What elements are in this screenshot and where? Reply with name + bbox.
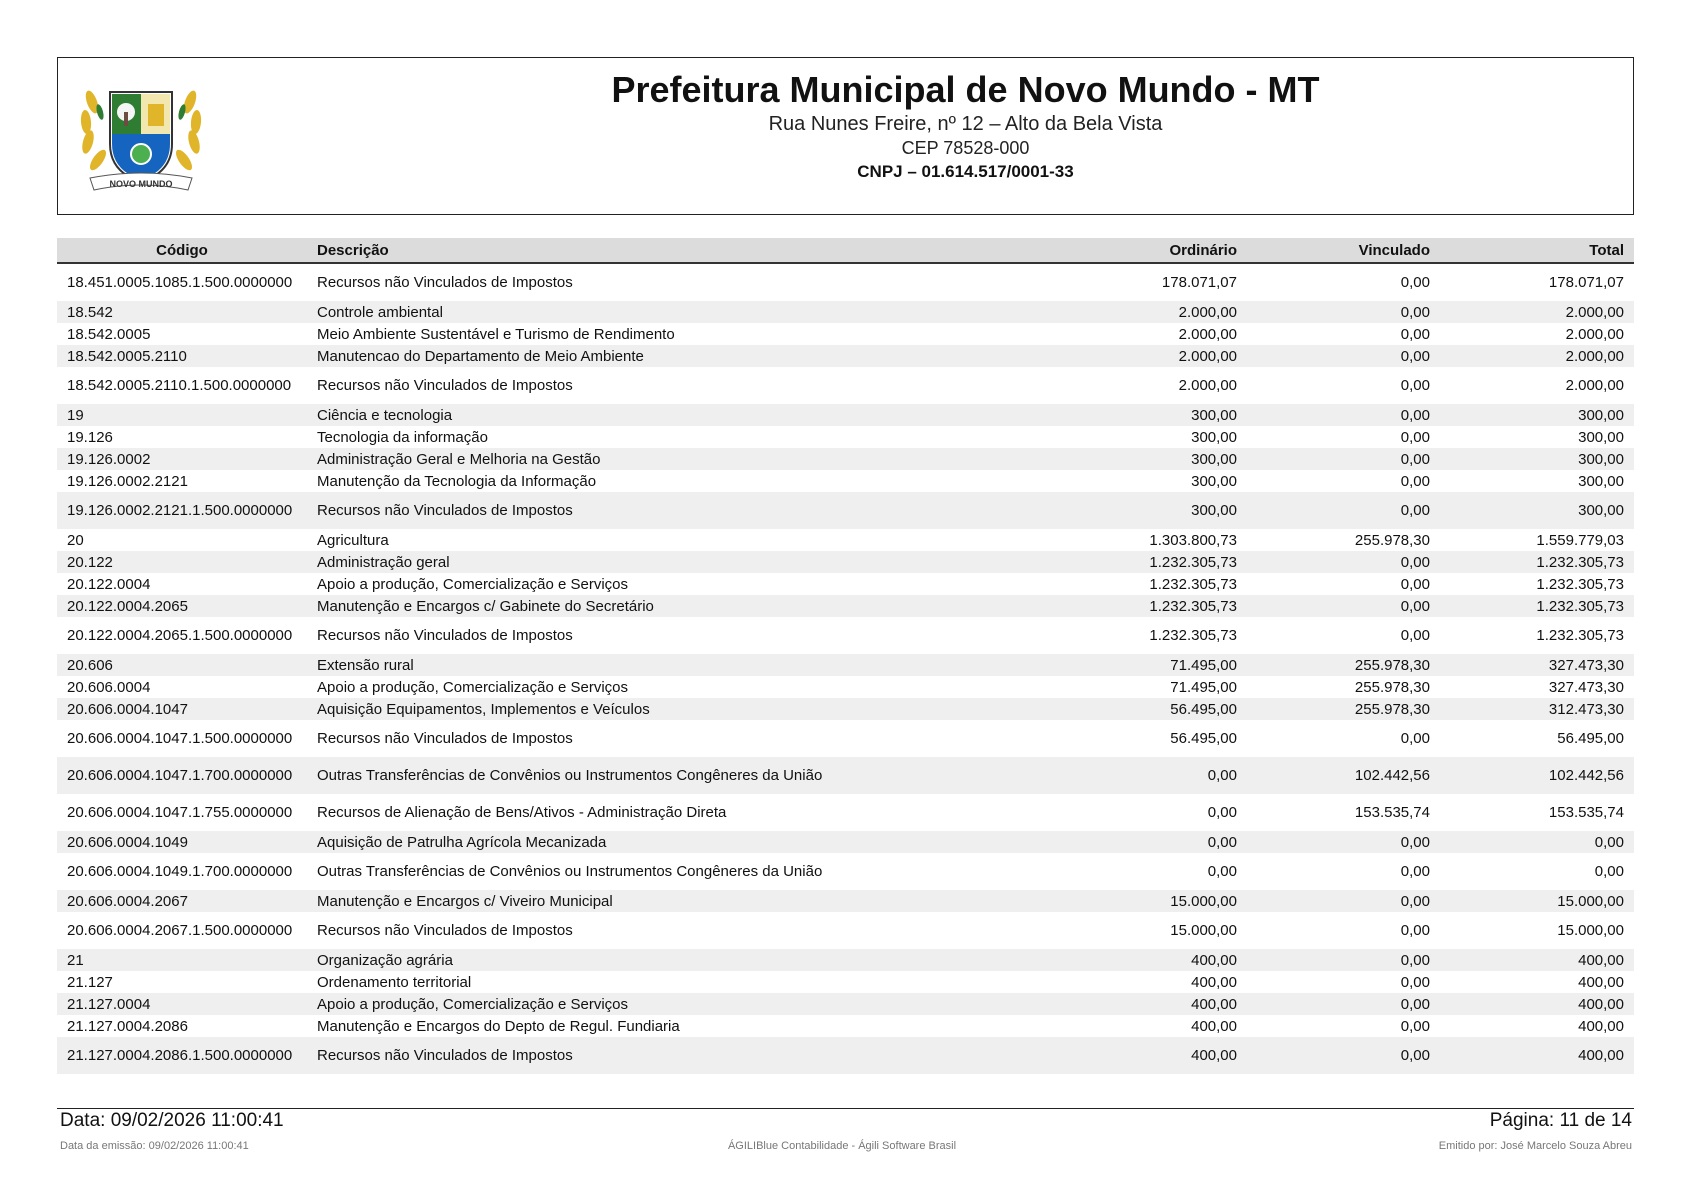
cell-description: Manutenção da Tecnologia da Informação: [317, 472, 597, 490]
cell-description: Meio Ambiente Sustentável e Turismo de Rendimento: [317, 325, 675, 343]
cell-code: 20.606.0004.1049: [57, 831, 307, 853]
cell-vinculado: 255.978,30: [1247, 698, 1440, 720]
cell-total: 300,00: [1578, 428, 1624, 446]
table-row: [57, 617, 1634, 654]
cell-ordinario: 300,00: [1047, 492, 1247, 529]
cell-total: 400,00: [1578, 973, 1624, 991]
cell-vinculado: 0,00: [1247, 404, 1440, 426]
cell-description: Apoio a produção, Comercialização e Serviços: [307, 993, 1047, 1015]
cell-vinculado: 0,00: [1247, 551, 1440, 573]
cell-ordinario: 1.303.800,73: [1149, 531, 1237, 549]
cell-description: Manutenção e Encargos c/ Viveiro Municipal: [307, 890, 1047, 912]
table-row: [57, 1037, 1634, 1074]
cell-code: 21: [57, 949, 307, 971]
cell-vinculado: 0,00: [1247, 492, 1440, 529]
cell-ordinario: 56.495,00: [1170, 730, 1237, 747]
cell-vinculado: 255.978,30: [1354, 531, 1430, 549]
cell-ordinario: 0,00: [1047, 757, 1247, 794]
logo-ribbon-text: NOVO MUNDO: [109, 179, 173, 189]
table-row: [57, 794, 1634, 831]
cell-ordinario: 300,00: [1191, 428, 1237, 446]
cell-total: 312.473,30: [1440, 698, 1634, 720]
cell-code: 20.606.0004.1047.1.500.0000000: [67, 730, 293, 747]
cell-description: Recursos de Alienação de Bens/Ativos - Administração Direta: [317, 804, 727, 821]
cell-code: 18.542.0005: [67, 325, 151, 343]
cell-total: 2.000,00: [1440, 345, 1634, 367]
cell-description: Manutencao do Departamento de Meio Ambiente: [307, 345, 1047, 367]
cell-ordinario: 0,00: [1047, 831, 1247, 853]
report-header: [57, 57, 1634, 215]
org-cep: CEP 78528-000: [901, 138, 1030, 158]
cell-description: Outras Transferências de Convênios ou Instrumentos Congêneres da União: [317, 863, 823, 880]
column-header-total: Total: [1440, 238, 1634, 263]
cell-code: 19.126: [67, 428, 113, 446]
cell-ordinario: 15.000,00: [1170, 922, 1237, 939]
cell-ordinario: 300,00: [1191, 472, 1237, 490]
cell-ordinario: 400,00: [1047, 1037, 1247, 1074]
cell-ordinario: 2.000,00: [1047, 345, 1247, 367]
cell-ordinario: 400,00: [1047, 949, 1247, 971]
cell-description: Administração Geral e Melhoria na Gestão: [307, 448, 1047, 470]
table-row: [57, 367, 1634, 404]
table-row: [57, 676, 1634, 698]
cell-code: 20.606.0004: [67, 678, 151, 696]
cell-ordinario: 15.000,00: [1047, 890, 1247, 912]
cell-vinculado: 0,00: [1400, 377, 1430, 394]
table-row: [57, 595, 1634, 617]
cell-ordinario: 0,00: [1207, 863, 1237, 880]
org-cnpj: CNPJ – 01.614.517/0001-33: [857, 162, 1074, 181]
table-row: [57, 831, 1634, 853]
table-row: [57, 757, 1634, 794]
cell-total: 1.232.305,73: [1536, 627, 1624, 644]
cell-total: 15.000,00: [1557, 922, 1624, 939]
cell-code: 20.606.0004.2067: [57, 890, 307, 912]
table-row: [57, 301, 1634, 323]
table-row: [57, 993, 1634, 1015]
table-row: [57, 720, 1634, 757]
cell-description: Recursos não Vinculados de Impostos: [317, 922, 573, 939]
table-row: [57, 551, 1634, 573]
cell-description: Recursos não Vinculados de Impostos: [307, 492, 1047, 529]
cell-ordinario: 178.071,07: [1161, 274, 1237, 291]
table-row: [57, 492, 1634, 529]
cell-ordinario: 71.495,00: [1047, 654, 1247, 676]
footer-emission-date: Data da emissão: 09/02/2026 11:00:41: [60, 1140, 249, 1152]
cell-total: 400,00: [1440, 1037, 1634, 1074]
cell-total: 178.071,07: [1548, 274, 1624, 291]
table-row: [57, 529, 1634, 551]
cell-total: 1.232.305,73: [1440, 551, 1634, 573]
cell-total: 300,00: [1440, 404, 1634, 426]
cell-ordinario: 56.495,00: [1047, 698, 1247, 720]
cell-total: 400,00: [1440, 993, 1634, 1015]
cell-code: 21.127.0004.2086.1.500.0000000: [57, 1037, 307, 1074]
cell-vinculado: 0,00: [1247, 949, 1440, 971]
cell-description: Ordenamento territorial: [317, 973, 472, 991]
cell-total: 15.000,00: [1440, 890, 1634, 912]
cell-description: Agricultura: [317, 531, 389, 549]
cell-description: Controle ambiental: [307, 301, 1047, 323]
cell-vinculado: 0,00: [1247, 831, 1440, 853]
table-row: [57, 949, 1634, 971]
cell-code: 21.127: [67, 973, 113, 991]
cell-code: 19.126.0002.2121.1.500.0000000: [57, 492, 307, 529]
cell-description: Recursos não Vinculados de Impostos: [317, 730, 573, 747]
cell-vinculado: 0,00: [1400, 1017, 1430, 1035]
column-header-vinculado: Vinculado: [1247, 238, 1440, 263]
header-text-block: [358, 68, 1573, 185]
table-row: [57, 345, 1634, 367]
cell-ordinario: 1.232.305,73: [1047, 551, 1247, 573]
cell-ordinario: 0,00: [1207, 804, 1237, 821]
table-row: [57, 448, 1634, 470]
cell-total: 1.559.779,03: [1536, 531, 1624, 549]
cell-description: Recursos não Vinculados de Impostos: [317, 377, 573, 394]
table-row: [57, 853, 1634, 890]
table-header: [57, 238, 1634, 263]
table-row: [57, 573, 1634, 595]
cell-code: 20.606.0004.2067.1.500.0000000: [67, 922, 293, 939]
cell-code: 19.126.0002: [57, 448, 307, 470]
cell-vinculado: 0,00: [1400, 274, 1430, 291]
cell-ordinario: 2.000,00: [1178, 325, 1237, 343]
cell-total: 2.000,00: [1565, 325, 1624, 343]
cell-total: 0,00: [1594, 863, 1624, 880]
cell-code: 20.606.0004.1047.1.700.0000000: [57, 757, 307, 794]
cell-total: 327.473,30: [1548, 678, 1624, 696]
cell-ordinario: 300,00: [1047, 448, 1247, 470]
budget-report-table: [57, 238, 1634, 1074]
cell-description: Recursos não Vinculados de Impostos: [307, 1037, 1047, 1074]
cell-ordinario: 300,00: [1047, 404, 1247, 426]
cell-code: 20.122.0004.2065.1.500.0000000: [67, 627, 293, 644]
table-row: [57, 470, 1634, 492]
cell-code: 20.122.0004: [67, 575, 151, 593]
table-row: [57, 912, 1634, 949]
cell-description: Recursos não Vinculados de Impostos: [317, 627, 573, 644]
cell-description: Organização agrária: [307, 949, 1047, 971]
cell-vinculado: 153.535,74: [1354, 804, 1430, 821]
footer-software: ÁGILIBlue Contabilidade - Ágili Software Brasil: [727, 1140, 957, 1152]
cell-vinculado: 255.978,30: [1354, 678, 1430, 696]
cell-ordinario: 400,00: [1191, 1017, 1237, 1035]
table-row: [57, 698, 1634, 720]
cell-code: 18.451.0005.1085.1.500.0000000: [67, 274, 293, 291]
cell-vinculado: 102.442,56: [1247, 757, 1440, 794]
cell-description: Apoio a produção, Comercialização e Serviços: [317, 575, 628, 593]
cell-ordinario: 71.495,00: [1170, 678, 1237, 696]
cell-ordinario: 2.000,00: [1047, 301, 1247, 323]
cell-ordinario: 1.232.305,73: [1149, 575, 1237, 593]
cell-vinculado: 0,00: [1400, 627, 1430, 644]
cell-description: Manutenção e Encargos c/ Gabinete do Secretário: [307, 595, 1047, 617]
cell-vinculado: 0,00: [1400, 428, 1430, 446]
municipal-coat-of-arms-logo: [70, 74, 212, 204]
cell-description: Administração geral: [307, 551, 1047, 573]
cell-total: 327.473,30: [1440, 654, 1634, 676]
cell-vinculado: 0,00: [1400, 863, 1430, 880]
cell-code: 18.542.0005.2110: [57, 345, 307, 367]
cell-ordinario: 2.000,00: [1178, 377, 1237, 394]
cell-ordinario: 1.232.305,73: [1149, 627, 1237, 644]
table-row: [57, 1015, 1634, 1037]
cell-vinculado: 0,00: [1400, 472, 1430, 490]
cell-code: 21.127.0004.2086: [67, 1017, 188, 1035]
table-row: [57, 654, 1634, 676]
cell-description: Ciência e tecnologia: [307, 404, 1047, 426]
cell-total: 1.232.305,73: [1536, 575, 1624, 593]
cell-code: 21.127.0004: [57, 993, 307, 1015]
column-header-description: Descrição: [307, 238, 1047, 263]
cell-code: 20: [67, 531, 84, 549]
cell-vinculado: 0,00: [1247, 301, 1440, 323]
cell-description: Manutenção e Encargos do Depto de Regul. Fundiaria: [317, 1017, 680, 1035]
table-row: [57, 890, 1634, 912]
cell-description: Extensão rural: [307, 654, 1047, 676]
table-row: [57, 323, 1634, 345]
cell-vinculado: 0,00: [1247, 993, 1440, 1015]
footer-date: Data: 09/02/2026 11:00:41: [60, 1110, 284, 1131]
cell-vinculado: 0,00: [1247, 595, 1440, 617]
cell-total: 300,00: [1578, 472, 1624, 490]
cell-code: 20.606: [57, 654, 307, 676]
cell-vinculado: 0,00: [1400, 325, 1430, 343]
cell-total: 102.442,56: [1440, 757, 1634, 794]
cell-description: Aquisição Equipamentos, Implementos e Veículos: [307, 698, 1047, 720]
footer-page-number: Página: 11 de 14: [1489, 1110, 1632, 1131]
cell-total: 300,00: [1440, 492, 1634, 529]
cell-code: 19.126.0002.2121: [67, 472, 188, 490]
cell-description: Apoio a produção, Comercialização e Serviços: [317, 678, 628, 696]
cell-total: 300,00: [1440, 448, 1634, 470]
cell-total: 400,00: [1578, 1017, 1624, 1035]
cell-vinculado: 0,00: [1247, 1037, 1440, 1074]
cell-vinculado: 0,00: [1247, 345, 1440, 367]
cell-ordinario: 400,00: [1191, 973, 1237, 991]
cell-code: 20.122: [57, 551, 307, 573]
cell-vinculado: 0,00: [1400, 973, 1430, 991]
cell-total: 400,00: [1440, 949, 1634, 971]
cell-total: 2.000,00: [1565, 377, 1624, 394]
table-row: [57, 426, 1634, 448]
cell-vinculado: 255.978,30: [1247, 654, 1440, 676]
cell-code: 20.122.0004.2065: [57, 595, 307, 617]
cell-description: Tecnologia da informação: [317, 428, 488, 446]
cell-description: Aquisição de Patrulha Agrícola Mecanizada: [307, 831, 1047, 853]
cell-vinculado: 0,00: [1247, 890, 1440, 912]
column-header-code: Código: [57, 238, 307, 263]
table-body: [57, 263, 1634, 1074]
cell-description: Outras Transferências de Convênios ou Instrumentos Congêneres da União: [307, 757, 1047, 794]
cell-code: 20.606.0004.1047.1.755.0000000: [67, 804, 293, 821]
cell-code: 18.542: [57, 301, 307, 323]
cell-code: 18.542.0005.2110.1.500.0000000: [67, 377, 292, 394]
cell-total: 2.000,00: [1440, 301, 1634, 323]
cell-total: 153.535,74: [1548, 804, 1624, 821]
cell-ordinario: 400,00: [1047, 993, 1247, 1015]
cell-vinculado: 0,00: [1400, 575, 1430, 593]
column-header-ordinario: Ordinário: [1047, 238, 1247, 263]
cell-code: 19: [57, 404, 307, 426]
cell-total: 0,00: [1440, 831, 1634, 853]
cell-vinculado: 0,00: [1247, 448, 1440, 470]
cell-code: 20.606.0004.1047: [57, 698, 307, 720]
cell-vinculado: 0,00: [1400, 730, 1430, 747]
cell-description: Recursos não Vinculados de Impostos: [317, 274, 573, 291]
cell-total: 1.232.305,73: [1440, 595, 1634, 617]
cell-vinculado: 0,00: [1400, 922, 1430, 939]
cell-ordinario: 1.232.305,73: [1047, 595, 1247, 617]
table-row: [57, 404, 1634, 426]
table-row: [57, 971, 1634, 993]
org-address: Rua Nunes Freire, nº 12 – Alto da Bela Vista: [768, 113, 1163, 135]
org-name: Prefeitura Municipal de Novo Mundo - MT: [611, 69, 1320, 110]
footer-issuer: Emitido por: José Marcelo Souza Abreu: [1438, 1140, 1632, 1152]
footer-divider: [57, 1108, 1634, 1109]
cell-total: 56.495,00: [1557, 730, 1624, 747]
cell-code: 20.606.0004.1049.1.700.0000000: [67, 863, 293, 880]
table-row: [57, 263, 1634, 301]
